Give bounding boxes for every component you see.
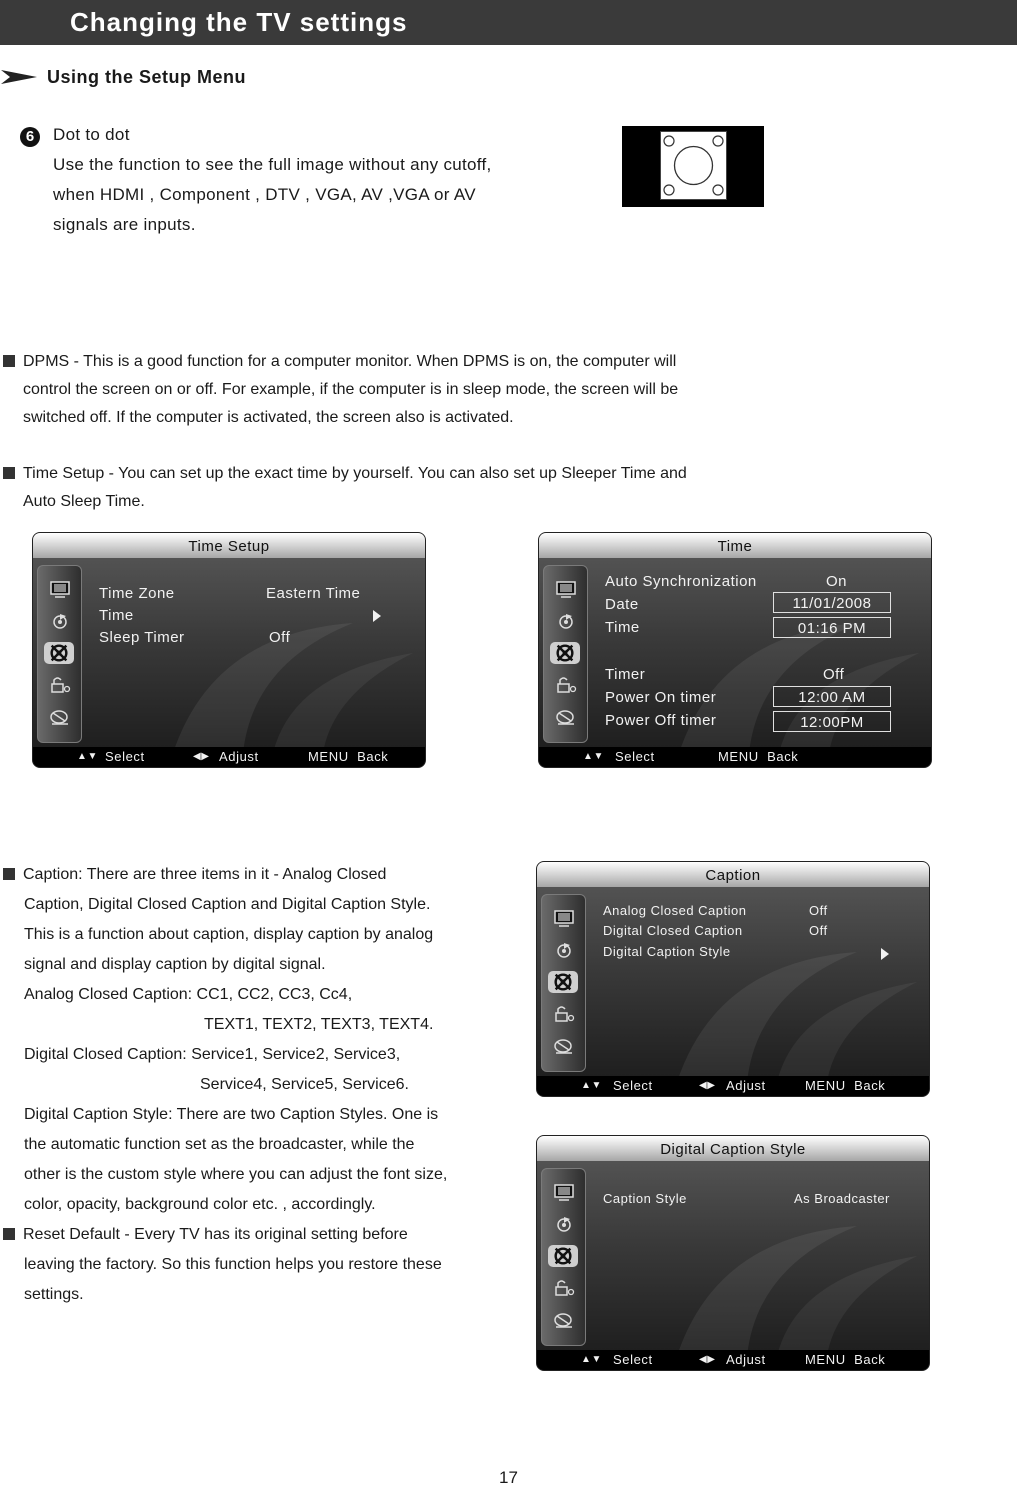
left-right-arrows-icon: ◀▶ — [699, 1080, 716, 1091]
page-number: 17 — [499, 1468, 518, 1487]
date-field[interactable]: 11/01/2008 — [773, 592, 891, 613]
setup-gear-icon[interactable] — [550, 642, 580, 664]
power-off-time-field[interactable]: 12:00PM — [773, 711, 891, 732]
menu-row-label[interactable]: Analog Closed Caption — [603, 903, 747, 918]
channel-dish-icon[interactable] — [49, 708, 71, 726]
lock-icon[interactable] — [49, 676, 71, 694]
audio-icon[interactable] — [553, 941, 575, 959]
bullet-square-icon — [3, 1228, 15, 1240]
menu-row-value: Off — [809, 903, 828, 918]
channel-dish-icon[interactable] — [553, 1037, 575, 1055]
osd-time-panel — [538, 532, 932, 768]
osd-title: Time — [539, 533, 931, 558]
caption-line: This is a function about caption, display caption by analog — [24, 926, 434, 943]
caption-line: TEXT1, TEXT2, TEXT3, TEXT4. — [204, 1016, 434, 1033]
menu-row-label[interactable]: Time — [99, 607, 134, 624]
caption-line: Caption: There are three items in it - Analog Closed — [3, 860, 386, 890]
footer-back: MENU Back — [718, 749, 799, 764]
menu-row-label[interactable]: Sleep Timer — [99, 629, 185, 646]
left-right-arrows-icon: ◀▶ — [193, 751, 210, 762]
menu-row-label[interactable]: Timer — [605, 666, 646, 683]
left-right-arrows-icon: ◀▶ — [699, 1354, 716, 1365]
step-number-badge: 6 — [20, 127, 40, 147]
setup-gear-icon[interactable] — [44, 642, 74, 664]
footer-adjust: Adjust — [726, 1078, 766, 1093]
up-down-arrows-icon: ▲▼ — [583, 751, 604, 762]
swirl-decoration — [153, 603, 423, 753]
menu-row-label[interactable]: Date — [605, 596, 639, 613]
menu-row-value: Off — [809, 923, 828, 938]
time-setup-line: Auto Sleep Time. — [23, 493, 145, 510]
bullet-square-icon — [3, 467, 15, 479]
menu-sidebar — [37, 565, 82, 743]
menu-row-value: Off — [269, 629, 291, 646]
menu-sidebar — [543, 565, 588, 743]
osd-caption-panel — [536, 861, 930, 1097]
footer-adjust: Adjust — [726, 1352, 766, 1367]
menu-row-label[interactable]: Power On timer — [605, 689, 717, 706]
menu-row-value: As Broadcaster — [794, 1191, 890, 1206]
menu-row-label[interactable]: Digital Closed Caption — [603, 923, 743, 938]
screen-circle-icon — [661, 132, 726, 199]
osd-footer — [537, 1076, 929, 1096]
footer-back: MENU Back — [308, 749, 389, 764]
osd-footer — [33, 747, 425, 767]
submenu-arrow-icon[interactable] — [373, 610, 381, 622]
osd-digital-caption-style-panel — [536, 1135, 930, 1371]
section-heading: Using the Setup Menu — [47, 67, 246, 87]
menu-sidebar — [541, 894, 586, 1072]
osd-title: Time Setup — [33, 533, 425, 558]
menu-row-label[interactable]: Auto Synchronization — [605, 573, 757, 590]
caption-line: Caption, Digital Closed Caption and Digital Caption Style. — [24, 896, 431, 913]
up-down-arrows-icon: ▲▼ — [77, 751, 98, 762]
menu-row-label[interactable]: Power Off timer — [605, 712, 717, 729]
audio-icon[interactable] — [553, 1215, 575, 1233]
caption-line: Digital Closed Caption: Service1, Service2, Service3, — [24, 1046, 401, 1063]
item6-line: Dot to dot — [53, 125, 130, 144]
channel-dish-icon[interactable] — [555, 708, 577, 726]
menu-row-label[interactable]: Caption Style — [603, 1191, 687, 1206]
dpms-line: switched off. If the computer is activated, the screen also is activated. — [23, 409, 514, 426]
tv-picture-icon[interactable] — [553, 1183, 575, 1201]
swirl-decoration — [657, 1206, 927, 1356]
audio-icon[interactable] — [555, 612, 577, 630]
reset-line: settings. — [24, 1286, 84, 1303]
lock-icon[interactable] — [553, 1279, 575, 1297]
osd-time-setup-panel — [32, 532, 426, 768]
power-on-time-field[interactable]: 12:00 AM — [773, 686, 891, 707]
tv-picture-icon[interactable] — [49, 580, 71, 598]
setup-gear-icon[interactable] — [548, 1245, 578, 1267]
audio-icon[interactable] — [49, 612, 71, 630]
reset-line: Reset Default - Every TV has its original setting before — [3, 1220, 408, 1250]
menu-sidebar — [541, 1168, 586, 1346]
osd-footer — [539, 747, 931, 767]
dot-to-dot-illustration — [622, 126, 764, 207]
submenu-arrow-icon[interactable] — [881, 948, 889, 960]
caption-line: color, opacity, background color etc. , accordingly. — [24, 1196, 376, 1213]
footer-back: MENU Back — [805, 1078, 886, 1093]
menu-row-value: On — [826, 573, 848, 590]
footer-back: MENU Back — [805, 1352, 886, 1367]
dpms-line: DPMS - This is a good function for a computer monitor. When DPMS is on, the computer will — [3, 348, 676, 376]
footer-select: Select — [105, 749, 145, 764]
time-setup-line: Time Setup - You can set up the exact time by yourself. You can also set up Sleeper Time and — [3, 460, 687, 488]
time-field[interactable]: 01:16 PM — [773, 617, 891, 638]
osd-footer — [537, 1350, 929, 1370]
arrow-icon — [0, 68, 38, 86]
menu-row-label[interactable]: Time — [605, 619, 640, 636]
menu-row-label[interactable]: Digital Caption Style — [603, 944, 731, 959]
item6-line: signals are inputs. — [53, 215, 196, 234]
lock-icon[interactable] — [553, 1005, 575, 1023]
bullet-square-icon — [3, 868, 15, 880]
caption-line: Service4, Service5, Service6. — [200, 1076, 409, 1093]
channel-dish-icon[interactable] — [553, 1311, 575, 1329]
item6-line: Use the function to see the full image without any cutoff, — [53, 155, 492, 174]
osd-title: Digital Caption Style — [537, 1136, 929, 1161]
footer-select: Select — [615, 749, 655, 764]
up-down-arrows-icon: ▲▼ — [581, 1354, 602, 1365]
item6-line: when HDMI , Component , DTV , VGA, AV ,VGA or AV — [53, 185, 476, 204]
caption-line: Analog Closed Caption: CC1, CC2, CC3, Cc4, — [24, 986, 353, 1003]
menu-row-label[interactable]: Time Zone — [99, 585, 175, 602]
bullet-square-icon — [3, 355, 15, 367]
setup-gear-icon[interactable] — [548, 971, 578, 993]
caption-line: signal and display caption by digital signal. — [24, 956, 326, 973]
caption-line: other is the custom style where you can adjust the font size, — [24, 1166, 448, 1183]
caption-line: the automatic function set as the broadcaster, while the — [24, 1136, 415, 1153]
menu-row-value: Off — [823, 666, 845, 683]
tv-picture-icon[interactable] — [553, 909, 575, 927]
osd-title: Caption — [537, 862, 929, 887]
caption-line: Digital Caption Style: There are two Caption Styles. One is — [24, 1106, 439, 1123]
menu-row-value: Eastern Time — [266, 585, 361, 602]
page-title: Changing the TV settings — [70, 7, 408, 37]
reset-line: leaving the factory. So this function helps you restore these — [24, 1256, 442, 1273]
footer-select: Select — [613, 1078, 653, 1093]
lock-icon[interactable] — [555, 676, 577, 694]
tv-picture-icon[interactable] — [555, 580, 577, 598]
up-down-arrows-icon: ▲▼ — [581, 1080, 602, 1091]
footer-select: Select — [613, 1352, 653, 1367]
footer-adjust: Adjust — [219, 749, 259, 764]
dpms-line: control the screen on or off. For example, if the computer is in sleep mode, the screen will be — [23, 381, 679, 398]
